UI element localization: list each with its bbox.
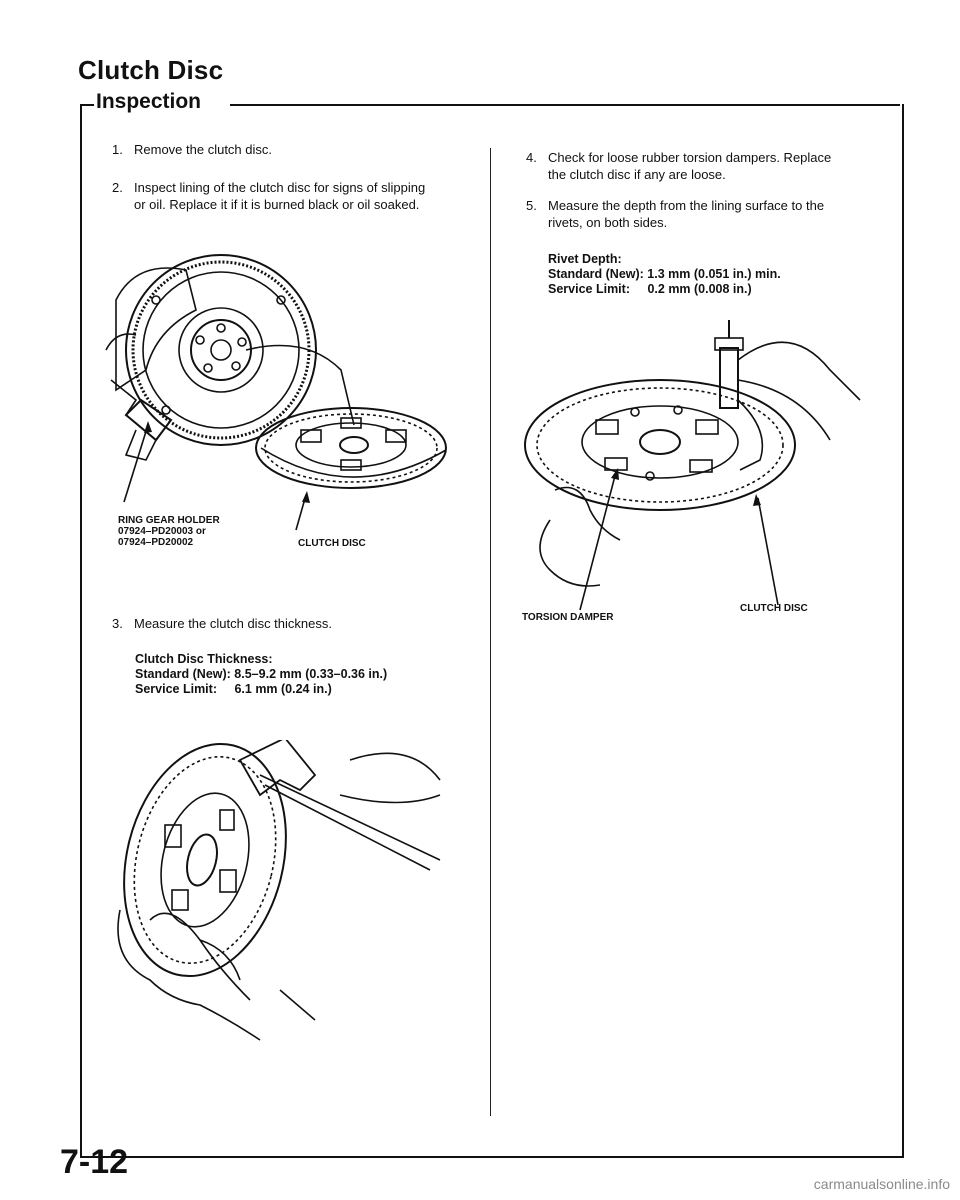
- clutch-disc-callout: CLUTCH DISC: [298, 538, 366, 549]
- step-text-line: Inspect lining of the clutch disc for signs of slipping: [134, 180, 426, 195]
- step-number: 1.: [112, 142, 123, 157]
- step-4: [526, 150, 896, 184]
- torsion-damper-callout: TORSION DAMPER: [522, 612, 614, 623]
- step-text-line: the clutch disc if any are loose.: [548, 167, 726, 182]
- rivet-depth-illustration: [510, 320, 880, 620]
- step-number: 5.: [526, 198, 537, 213]
- watermark: carmanualsonline.info: [813, 1176, 950, 1192]
- spec-service-value: 0.2 mm (0.008 in.): [647, 282, 752, 296]
- spec-heading: Rivet Depth:: [548, 252, 622, 266]
- section-heading: Inspection: [96, 90, 202, 113]
- spec-service-label: Service Limit:: [135, 682, 217, 696]
- callout-line: 07924–PD20002: [118, 537, 194, 548]
- step-text-line: rivets, on both sides.: [548, 215, 668, 230]
- page-number: 7-12: [60, 1143, 129, 1181]
- spec-heading: Clutch Disc Thickness:: [135, 652, 273, 666]
- step-number: 2.: [112, 180, 123, 195]
- step-text-line: Measure the depth from the lining surface to the: [548, 198, 825, 213]
- step-text: Remove the clutch disc.: [134, 142, 273, 157]
- caliper-measurement-illustration: [110, 740, 470, 1050]
- spec-service-label: Service Limit:: [548, 282, 630, 296]
- step-5: [526, 198, 896, 232]
- callout-line: RING GEAR HOLDER: [118, 515, 220, 526]
- step-number: 4.: [526, 150, 537, 165]
- spec-service-row: [548, 282, 888, 297]
- flywheel-illustration: [96, 240, 476, 540]
- page-title: Clutch Disc: [78, 55, 224, 85]
- step-number: 3.: [112, 616, 123, 631]
- ring-gear-holder-callout: [118, 515, 278, 551]
- spec-standard: Standard (New): 8.5–9.2 mm (0.33–0.36 in.): [135, 667, 388, 681]
- step-text-line: or oil. Replace it if it is burned black or oil soaked.: [134, 197, 420, 212]
- step-text-line: Check for loose rubber torsion dampers. Replace: [548, 150, 832, 165]
- step-2: [112, 180, 482, 214]
- clutch-disc-callout-right: CLUTCH DISC: [740, 603, 808, 614]
- spec-standard: Standard (New): 1.3 mm (0.051 in.) min.: [548, 267, 781, 281]
- spec-service-value: 6.1 mm (0.24 in.): [234, 682, 332, 696]
- step-text: Measure the clutch disc thickness.: [134, 616, 332, 631]
- spec-service-row: [135, 682, 485, 697]
- column-divider: [490, 148, 491, 1116]
- step-3: [112, 616, 482, 634]
- callout-line: 07924–PD20003 or: [118, 526, 206, 537]
- thickness-spec: [135, 652, 485, 702]
- rivet-depth-spec: [548, 252, 888, 302]
- step-1: [112, 142, 482, 160]
